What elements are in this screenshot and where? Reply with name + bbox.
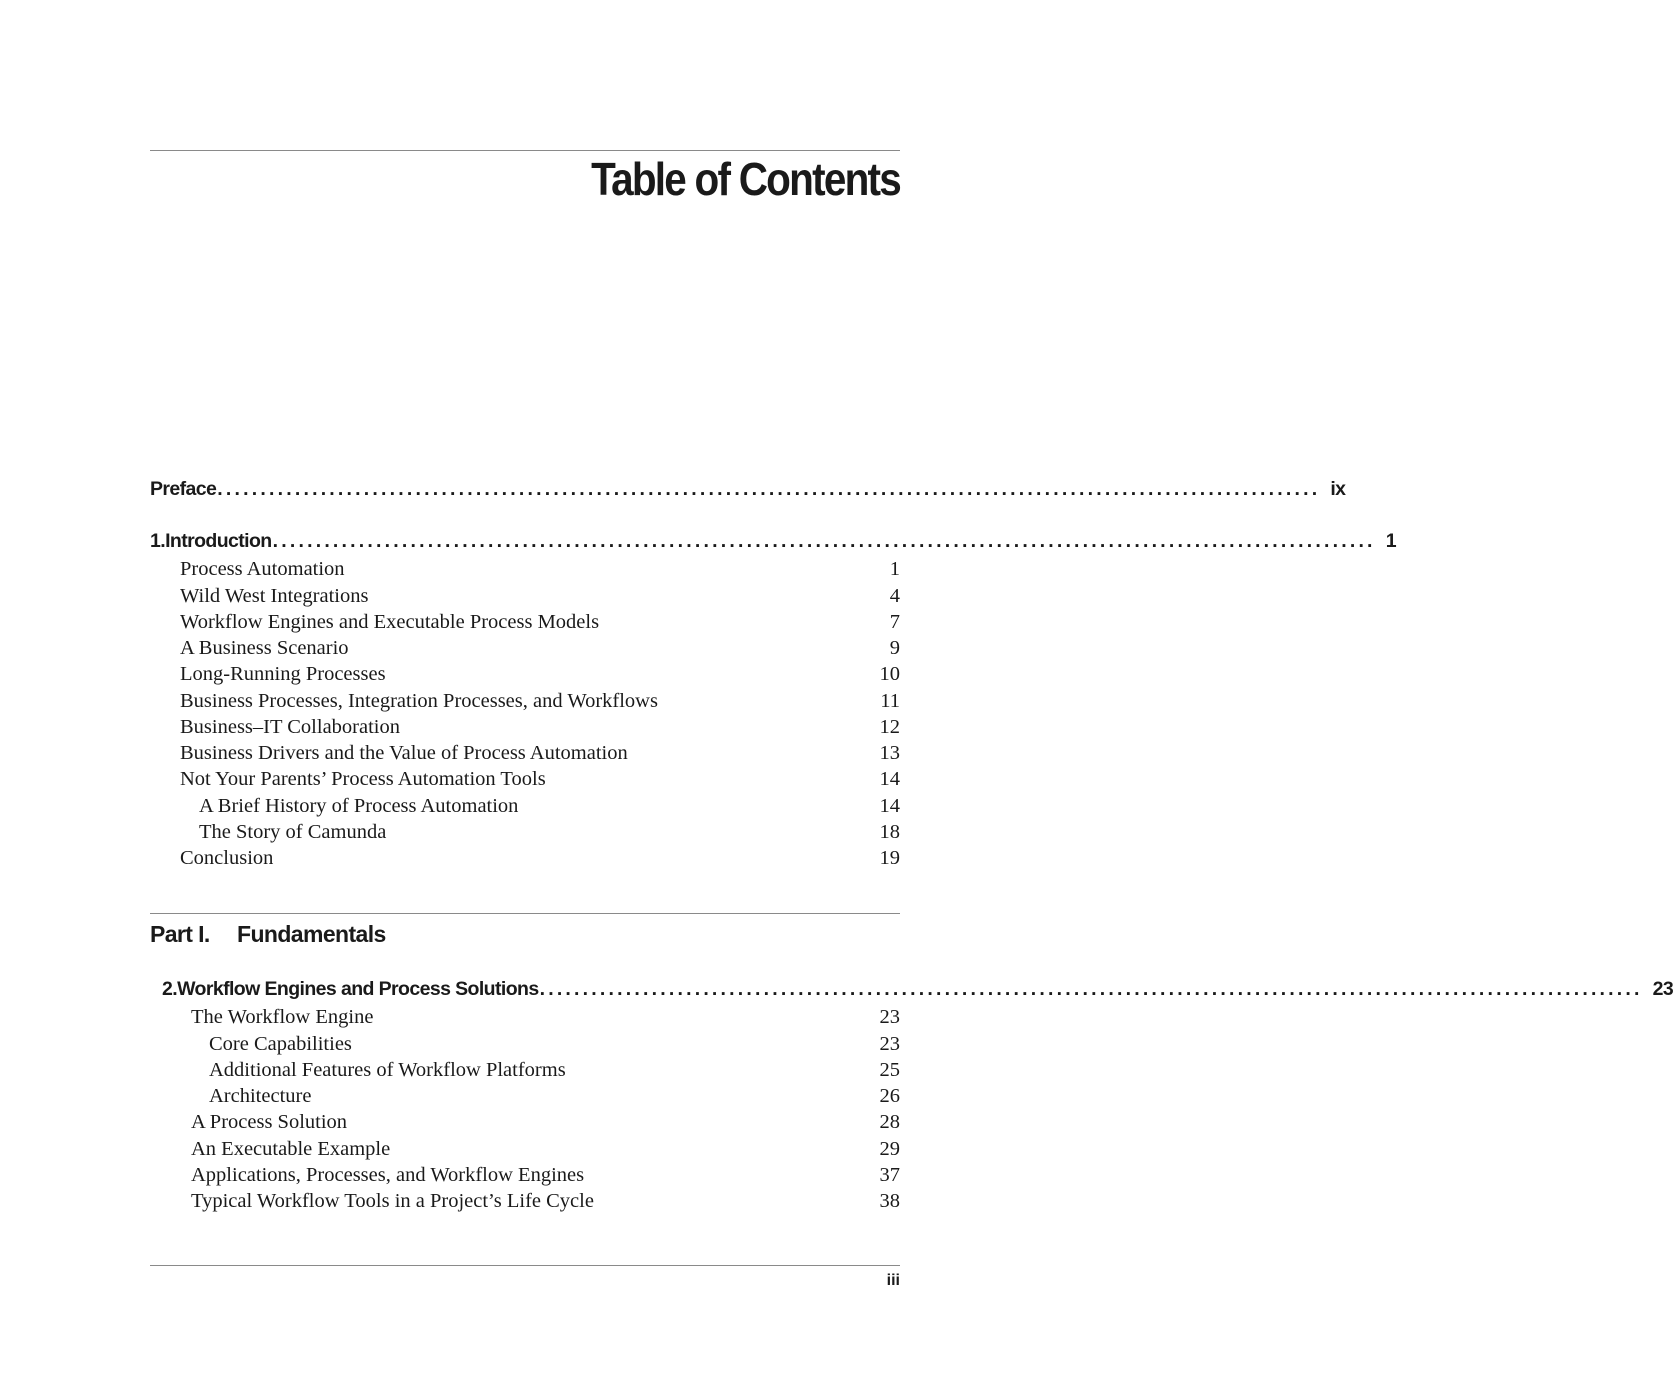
entry-page: 23 — [879, 1033, 900, 1055]
toc-entry[interactable] — [180, 847, 900, 877]
entry-title: Conclusion — [180, 847, 274, 869]
entry-page: 1 — [889, 558, 900, 580]
entry-page: 12 — [879, 716, 900, 738]
toc-entry[interactable] — [191, 1006, 900, 1036]
entry-page: 4 — [889, 585, 900, 607]
entry-page: 29 — [879, 1138, 900, 1160]
toc-entry[interactable] — [191, 1111, 900, 1141]
entry-page: 25 — [879, 1059, 900, 1081]
entry-page: 11 — [880, 690, 900, 712]
footer-rule — [150, 1265, 900, 1266]
chapter-title: Workflow Engines and Process Solutions — [177, 978, 539, 1000]
preface-label: Preface — [150, 478, 217, 500]
entry-title: Workflow Engines and Executable Process Models — [180, 611, 600, 633]
entry-page: 9 — [889, 637, 900, 659]
leader-dots: ................................................................................................................................ — [272, 530, 1376, 552]
entry-page: 7 — [889, 611, 900, 633]
part-title: Fundamentals — [237, 921, 386, 947]
entry-title: Not Your Parents’ Process Automation Tools — [180, 768, 546, 790]
leader-dots: ................................................................................................................................ — [217, 478, 1321, 500]
entry-page: 18 — [879, 821, 900, 843]
entry-page: 10 — [879, 663, 900, 685]
preface-page: ix — [1330, 478, 1346, 500]
chapter-number: 2. — [162, 978, 178, 1000]
entry-page: 37 — [879, 1164, 900, 1186]
entry-title: The Workflow Engine — [191, 1006, 374, 1028]
toc-entry[interactable] — [191, 1190, 900, 1220]
entry-title: Long-Running Processes — [180, 663, 386, 685]
entry-page: 38 — [879, 1190, 900, 1212]
chapter-title: Introduction — [165, 530, 272, 552]
entry-title: Typical Workflow Tools in a Project’s Life Cycle — [191, 1190, 594, 1212]
toc-entry[interactable] — [180, 663, 900, 693]
entry-page: 26 — [879, 1085, 900, 1107]
toc-preface[interactable] — [150, 478, 1346, 508]
entry-page: 13 — [879, 742, 900, 764]
entry-title: Wild West Integrations — [180, 585, 369, 607]
entry-page: 23 — [879, 1006, 900, 1028]
chapter-page: 23 — [1652, 978, 1673, 1000]
toc-part-1[interactable] — [150, 921, 386, 948]
toc-entry[interactable] — [180, 558, 900, 588]
entry-page: 28 — [879, 1111, 900, 1133]
toc-chapter-1[interactable] — [150, 530, 1396, 560]
entry-title: A Brief History of Process Automation — [199, 795, 519, 817]
entry-title: Architecture — [209, 1085, 312, 1107]
chapter-number: 1. — [150, 530, 166, 552]
entry-title: Business–IT Collaboration — [180, 716, 400, 738]
entry-title: Process Automation — [180, 558, 345, 580]
entry-title: A Process Solution — [191, 1111, 348, 1133]
leader-dots: ................................................................................................................................ — [539, 978, 1643, 1000]
toc-entry[interactable] — [180, 768, 900, 798]
entry-title: Core Capabilities — [209, 1033, 352, 1055]
page-number: iii — [886, 1272, 900, 1289]
entry-page: 19 — [879, 847, 900, 869]
entry-title: Business Drivers and the Value of Process Automation — [180, 742, 628, 764]
toc-chapter-2[interactable] — [162, 978, 1673, 1008]
entry-title: Applications, Processes, and Workflow Engines — [191, 1164, 585, 1186]
entry-title: Additional Features of Workflow Platforms — [209, 1059, 566, 1081]
chapter-page: 1 — [1385, 530, 1396, 552]
entry-title: An Executable Example — [191, 1138, 391, 1160]
entry-title: A Business Scenario — [180, 637, 349, 659]
part-rule — [150, 913, 900, 914]
entry-page: 14 — [879, 768, 900, 790]
page-title: Table of Contents — [591, 153, 900, 205]
part-label: Part I. — [150, 921, 210, 947]
entry-page: 14 — [879, 795, 900, 817]
entry-title: The Story of Camunda — [199, 821, 387, 843]
entry-title: Business Processes, Integration Processes, and Workflows — [180, 690, 658, 712]
